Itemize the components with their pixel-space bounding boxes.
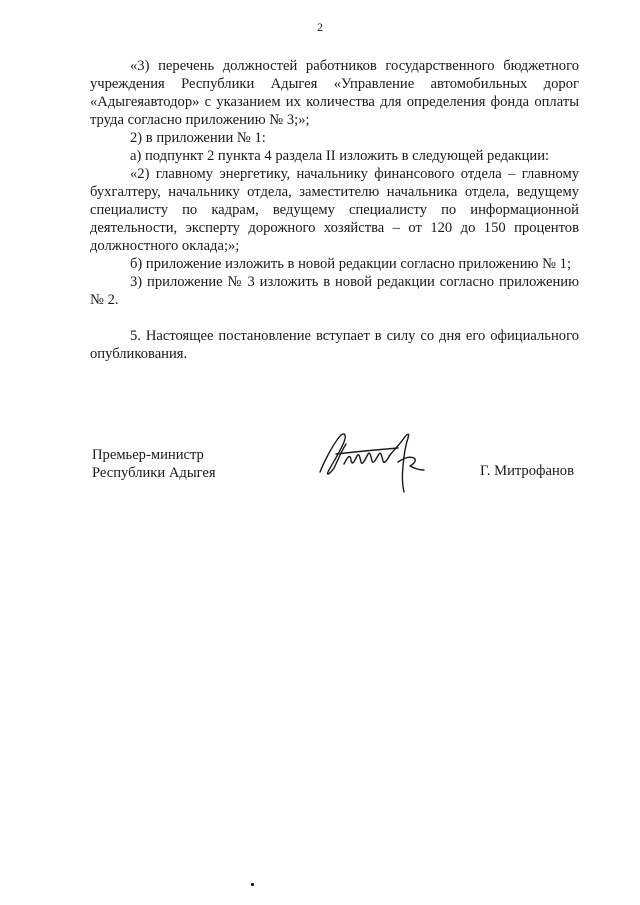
signatory-position (92, 446, 216, 482)
signatory-title-line1: Премьер-министр (92, 447, 204, 463)
paragraph-list-of-positions: «3) перечень должностей работников государственного бюджетного учреждения Республики Адыгея «Управление автомобильных дорог «Адыгеяавтодор» с указанием их количества для определения фонда оплаты труда согласно приложению № 3;»; (90, 58, 579, 128)
handwritten-signature (314, 424, 434, 494)
paragraph-appendix-1-heading: 2) в приложении № 1: (130, 130, 266, 146)
paragraph-effective-date: 5. Настоящее постановление вступает в силу со дня его официального опубликования. (90, 328, 579, 362)
page-number: 2 (317, 20, 323, 34)
signatory-name: Г. Митрофанов (480, 463, 574, 479)
paragraph-salary-percentages: «2) главному энергетику, начальнику финансового отдела – главному бухгалтеру, начальнику отдела, заместителю начальника отдела, ведущему специалисту по кадрам, ведущему специалисту по информационной деятельности, эксперту дорожного хозяйства – от 120 до 150 процентов должностного оклада;»; (90, 166, 579, 254)
document-body (90, 57, 579, 363)
paragraph-subclause-b: б) приложение изложить в новой редакции согласно приложению № 1; (130, 256, 571, 272)
footer-dot-mark (251, 883, 254, 886)
paragraph-appendix-3: 3) приложение № 3 изложить в новой редакции согласно приложению № 2. (90, 274, 579, 308)
signatory-title-line2: Республики Адыгея (92, 465, 216, 481)
paragraph-subclause-a: а) подпункт 2 пункта 4 раздела II изложить в следующей редакции: (130, 148, 550, 164)
